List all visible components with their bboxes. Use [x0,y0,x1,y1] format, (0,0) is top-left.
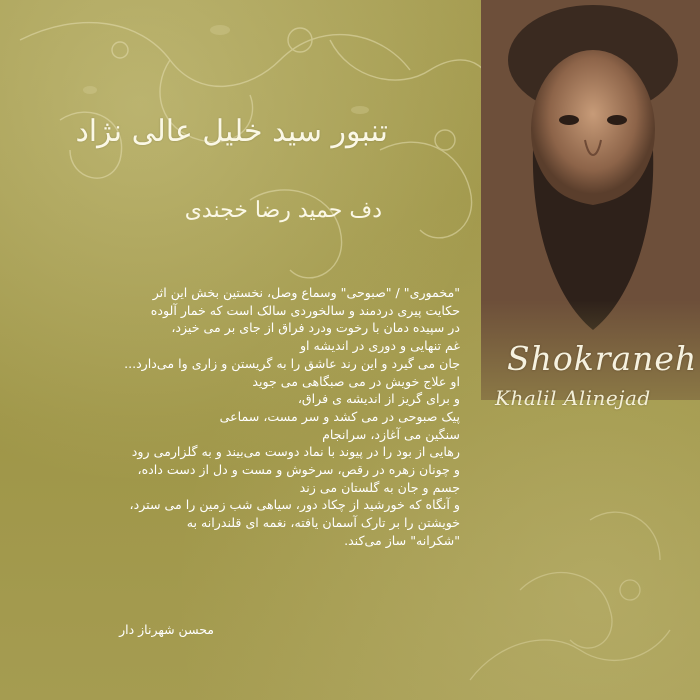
performer-credit-persian: دف حمید رضا خجندی [184,198,382,223]
liner-notes-line: و برای گریز از اندیشه ی فراق، [297,391,460,407]
liner-notes-line: جان می گیرد و این رند عاشق را به گریستن و زاری وا می‌دارد... [124,355,460,371]
floral-ornament-icon [0,0,560,330]
liner-notes-line: پیک صبوحی در می کشد و سر مست، سماعی [219,408,460,424]
liner-notes-line: در سپیده دمان با رخوت ودرد فراق از جای بر می خیزد، [171,320,460,336]
liner-notes-line: و آنگاه که خورشید از چکاد دور، سیاهی شب زمین را می سترد، [129,497,460,513]
liner-notes-line: سنگین می آغازد، سرانجام [322,426,460,442]
artist-name-latin: Khalil Alinejad [495,386,651,410]
liner-notes-line: حکایت پیری دردمند و سالخوردی سالک است که خمار آلوده [150,302,460,318]
liner-notes-line: او علاج خویش در می صبگاهی می جوید [252,373,460,389]
author-signature: محسن شهرناز دار [119,622,214,637]
liner-notes-text [60,284,460,550]
liner-notes-line: "مخموری" / "صبوحی" وسماع وصل، نخستین بخش این اثر [152,285,460,300]
liner-notes-line: خویشتن را بر تارک آسمان یافته، نغمه ای قلندرانه به [186,515,460,531]
album-title-latin: Shokraneh [507,339,698,378]
liner-notes-line: "شکرانه" ساز می‌کند. [344,532,460,548]
floral-ornament-bottom-icon [440,440,700,700]
album-title-persian: تنبور سید خلیل عالی نژاد [75,114,388,149]
liner-notes-line: رهایی از بود را در پیوند با نماد دوست می‌بیند و به گلزارمی رود [131,444,460,460]
liner-notes-line: جسم و جان به گلستان می زند [299,479,460,495]
liner-notes-line: غم تنهایی و دوری در اندیشه او [299,338,460,354]
liner-notes-line: و چونان زهره در رقص، سرخوش و مست و دل از دست داده، [137,462,460,478]
